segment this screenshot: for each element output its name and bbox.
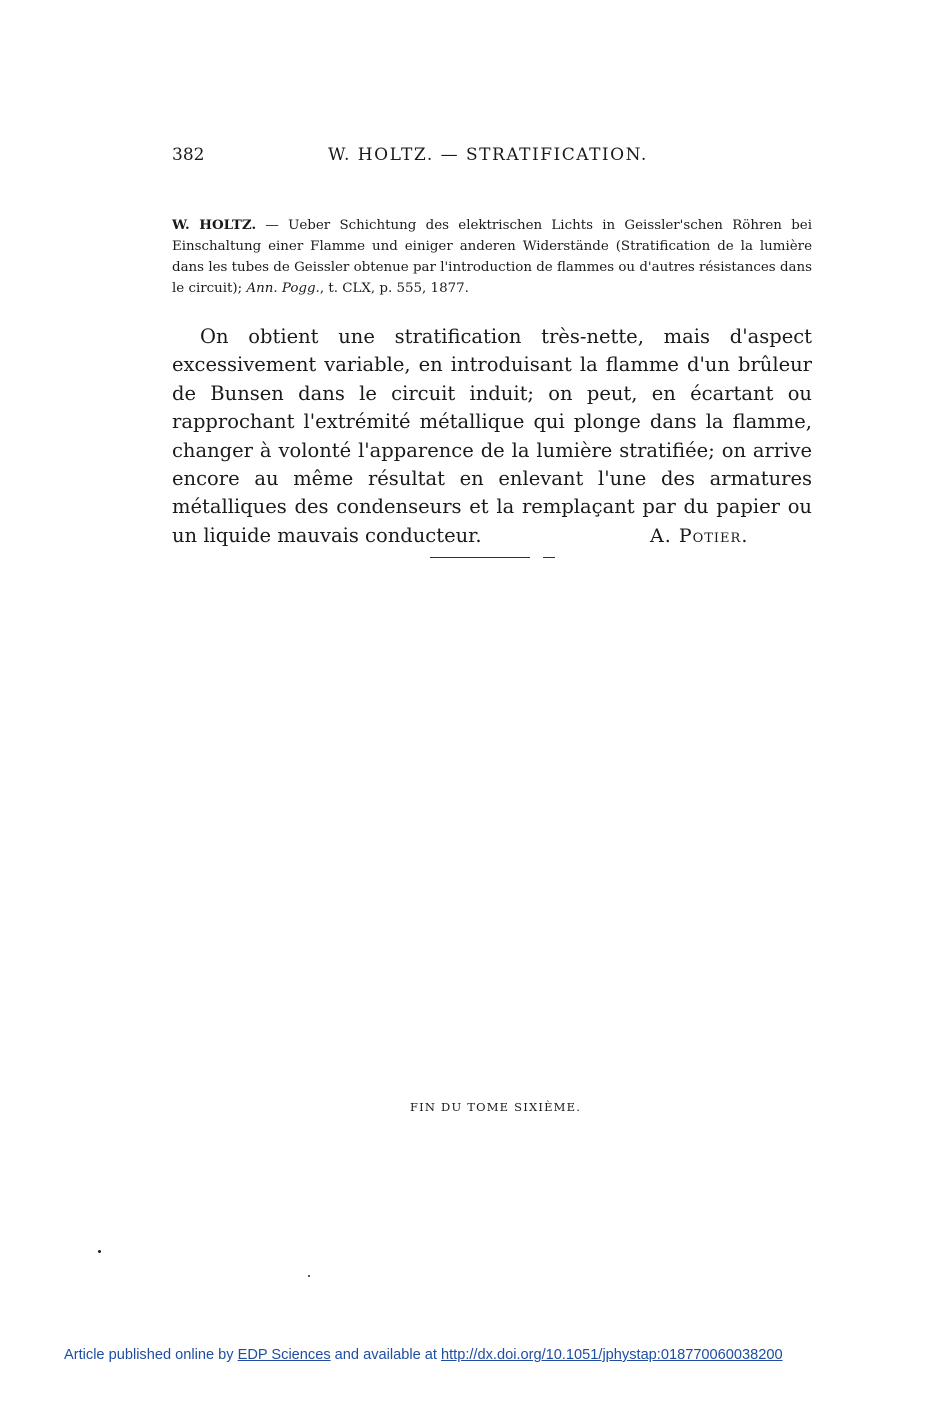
publication-footer — [64, 1347, 783, 1363]
reference-title: Ueber Schichtung des elektrischen Lichts in Geissler'schen Röhren — [288, 218, 782, 233]
publisher-link[interactable]: EDP Sciences — [237, 1347, 331, 1363]
reference-title-continued: bei Einschaltung einer Flamme und einiger anderen Widerstände (Stratification de la lumière dans les tubes de Geissler obtenue par l'introduction de flammes ou d'autres résistances dans le circuit); — [172, 218, 812, 296]
reference-journal: Ann. Pogg. — [246, 281, 320, 296]
footer-prefix: Article published online by — [64, 1347, 238, 1363]
footer-middle: and available at — [330, 1347, 441, 1363]
scan-speck — [308, 1275, 310, 1277]
page-number: 382 — [172, 145, 205, 165]
reference-dash: — — [256, 218, 289, 233]
end-of-volume-note: FIN DU TOME SIXIÈME. — [410, 1100, 582, 1114]
reference-citation: , t. CLX, p. 555, 1877. — [319, 281, 469, 296]
reference-author: W. HOLTZ. — [172, 217, 257, 233]
scan-speck — [98, 1250, 101, 1253]
body-paragraph: On obtient une stratification très-nette, mais d'aspect excessivement variable, en introduisant la flamme d'un brûleur de Bunsen dans le circuit induit; on peut, en écartant ou rapprochant l'extrémité métallique qui plonge dans la flamme, changer à volonté l'apparence de la lumière stratifiée; on arrive encore au même résultat en enlevant l'une des armatures métalliques des condenseurs et la remplaçant par du papier ou un liquide mauvais conducteur. — [172, 325, 812, 547]
running-head: W. HOLTZ. — STRATIFICATION. — [328, 145, 648, 165]
doi-link[interactable]: http://dx.doi.org/10.1051/jphystap:018770060038200 — [440, 1347, 783, 1363]
separator-dash — [543, 557, 555, 558]
signature-surname: Potier. — [678, 525, 749, 547]
separator-rule — [430, 557, 530, 558]
author-signature — [650, 525, 748, 547]
reference-entry — [172, 215, 812, 299]
signature-initial: A. — [650, 525, 679, 547]
